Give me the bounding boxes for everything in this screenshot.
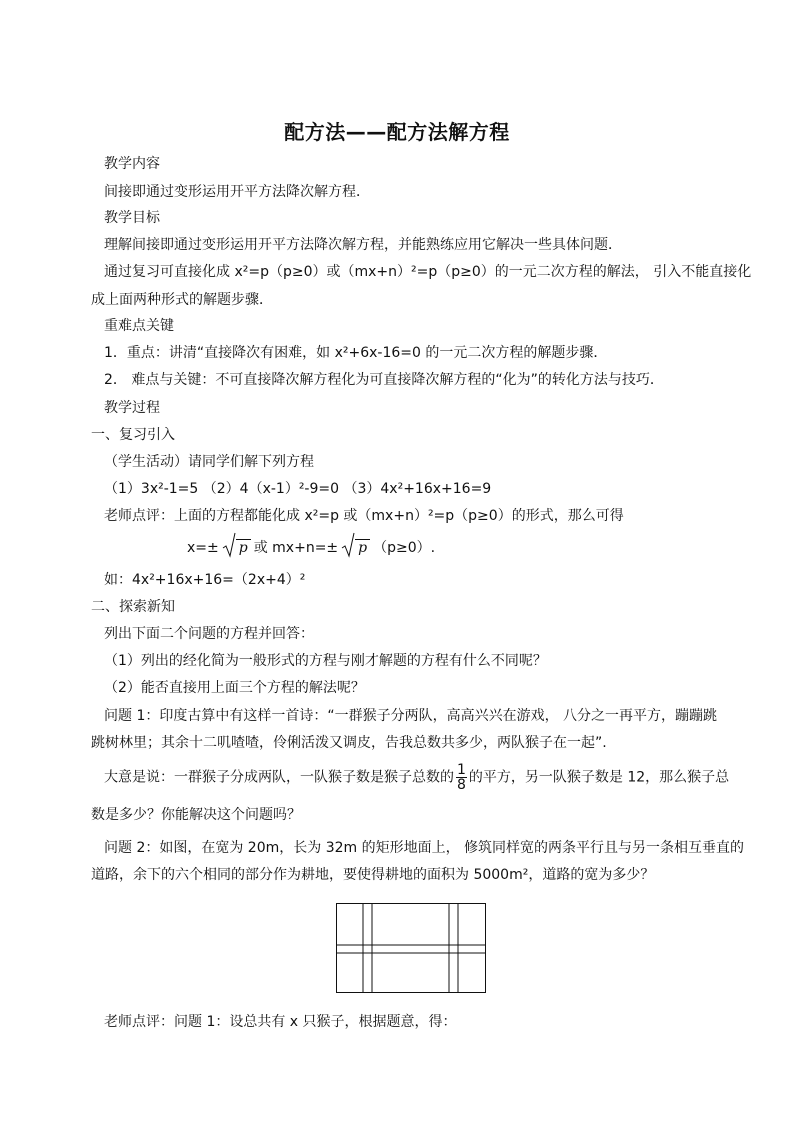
heading-teaching-goal: 教学目标 <box>104 210 160 226</box>
solution-formula <box>187 538 435 558</box>
sqrt-argument: p <box>355 539 370 556</box>
problem-1-line-4: 数是多少？你能解决这个问题吗？ <box>91 807 301 823</box>
problem-1-meaning <box>104 763 729 792</box>
meaning-pre: 大意是说：一群猴子分成两队，一队猴子数是猴子总数的 <box>104 769 454 786</box>
paragraph-key-2: 2． 难点与关键：不可直接降次解方程化为可直接降次解方程的“化为”的转化方法与技巧． <box>104 372 664 388</box>
paragraph-activity: （学生活动）请同学们解下列方程 <box>104 454 314 470</box>
page-title: 配方法——配方法解方程 <box>284 120 510 144</box>
sqrt-argument: p <box>236 539 251 556</box>
problem-2-line-2: 道路，余下的六个相同的部分作为耕地，要使得耕地的面积为 5000m²，道路的宽为多少？ <box>91 867 655 883</box>
equations-list: （1）3x²-1=5 （2）4（x-1）²-9=0 （3）4x²+16x+16=9 <box>104 481 492 497</box>
paragraph-goal-2-line-2: 成上面两种形式的解题步骤． <box>91 292 273 308</box>
question-1: （1）列出的经化简为一般形式的方程与刚才解题的方程有什么不同呢？ <box>104 653 547 669</box>
fraction-denominator: 8 <box>457 777 466 793</box>
paragraph-example: 如：4x²+16x+16=（2x+4）² <box>104 572 306 588</box>
solution-part-a: x=± <box>187 540 219 556</box>
paragraph-goal-1: 理解间接即通过变形运用开平方法降次解方程，并能熟练应用它解决一些具体问题． <box>104 237 622 253</box>
paragraph-content: 间接即通过变形运用开平方法降次解方程． <box>104 184 370 200</box>
fraction-one-eighth <box>456 763 467 792</box>
meaning-post: 的平方，另一队猴子数是 12，那么猴子总 <box>468 769 730 786</box>
solution-part-c: （p≥0）. <box>373 540 436 556</box>
paragraph-ask: 列出下面二个问题的方程并回答： <box>104 626 314 642</box>
radical-sign-icon <box>222 532 236 558</box>
question-2: （2）能否直接用上面三个方程的解法呢？ <box>104 680 365 696</box>
radical-sign-icon <box>341 532 355 558</box>
paragraph-goal-2-line-1: 通过复习可直接化成 x²=p（p≥0）或（mx+n）²=p（p≥0）的一元二次方程的解法， 引入不能直接化 <box>104 264 752 280</box>
field-rectangle <box>337 904 486 993</box>
problem-2-line-1: 问题 2：如图，在宽为 20m，长为 32m 的矩形地面上， 修筑同样宽的两条平行且与另一条相互垂直的 <box>104 840 745 856</box>
paragraph-key-1: 1．重点：讲清“直接降次有困难，如 x²+6x-16=0 的一元二次方程的解题步骤． <box>104 345 608 361</box>
section-2-heading: 二、探索新知 <box>91 599 175 615</box>
road-diagram <box>336 903 486 993</box>
solution-part-b: 或 mx+n=± <box>253 540 339 556</box>
paragraph-review-2: 老师点评：问题 1：设总共有 x 只猴子，根据题意，得： <box>104 1014 457 1030</box>
paragraph-review-1: 老师点评：上面的方程都能化成 x²=p 或（mx+n）²=p（p≥0）的形式，那么可得 <box>104 508 624 524</box>
section-1-heading: 一、复习引入 <box>91 427 175 443</box>
fraction-numerator: 1 <box>457 762 466 778</box>
problem-1-line-1: 问题 1：印度古算中有这样一首诗：“一群猴子分两队，高高兴兴在游戏， 八分之一再平方，蹦蹦跳 <box>104 708 718 724</box>
heading-teaching-process: 教学过程 <box>104 400 160 416</box>
sqrt-p-2 <box>341 538 370 558</box>
heading-key-points: 重难点关键 <box>104 318 174 334</box>
problem-1-line-2: 跳树林里；其余十二叽喳喳，伶俐活泼又调皮，告我总数共多少，两队猴子在一起”. <box>91 735 607 751</box>
heading-teaching-content: 教学内容 <box>104 156 160 172</box>
sqrt-p-1 <box>222 538 251 558</box>
